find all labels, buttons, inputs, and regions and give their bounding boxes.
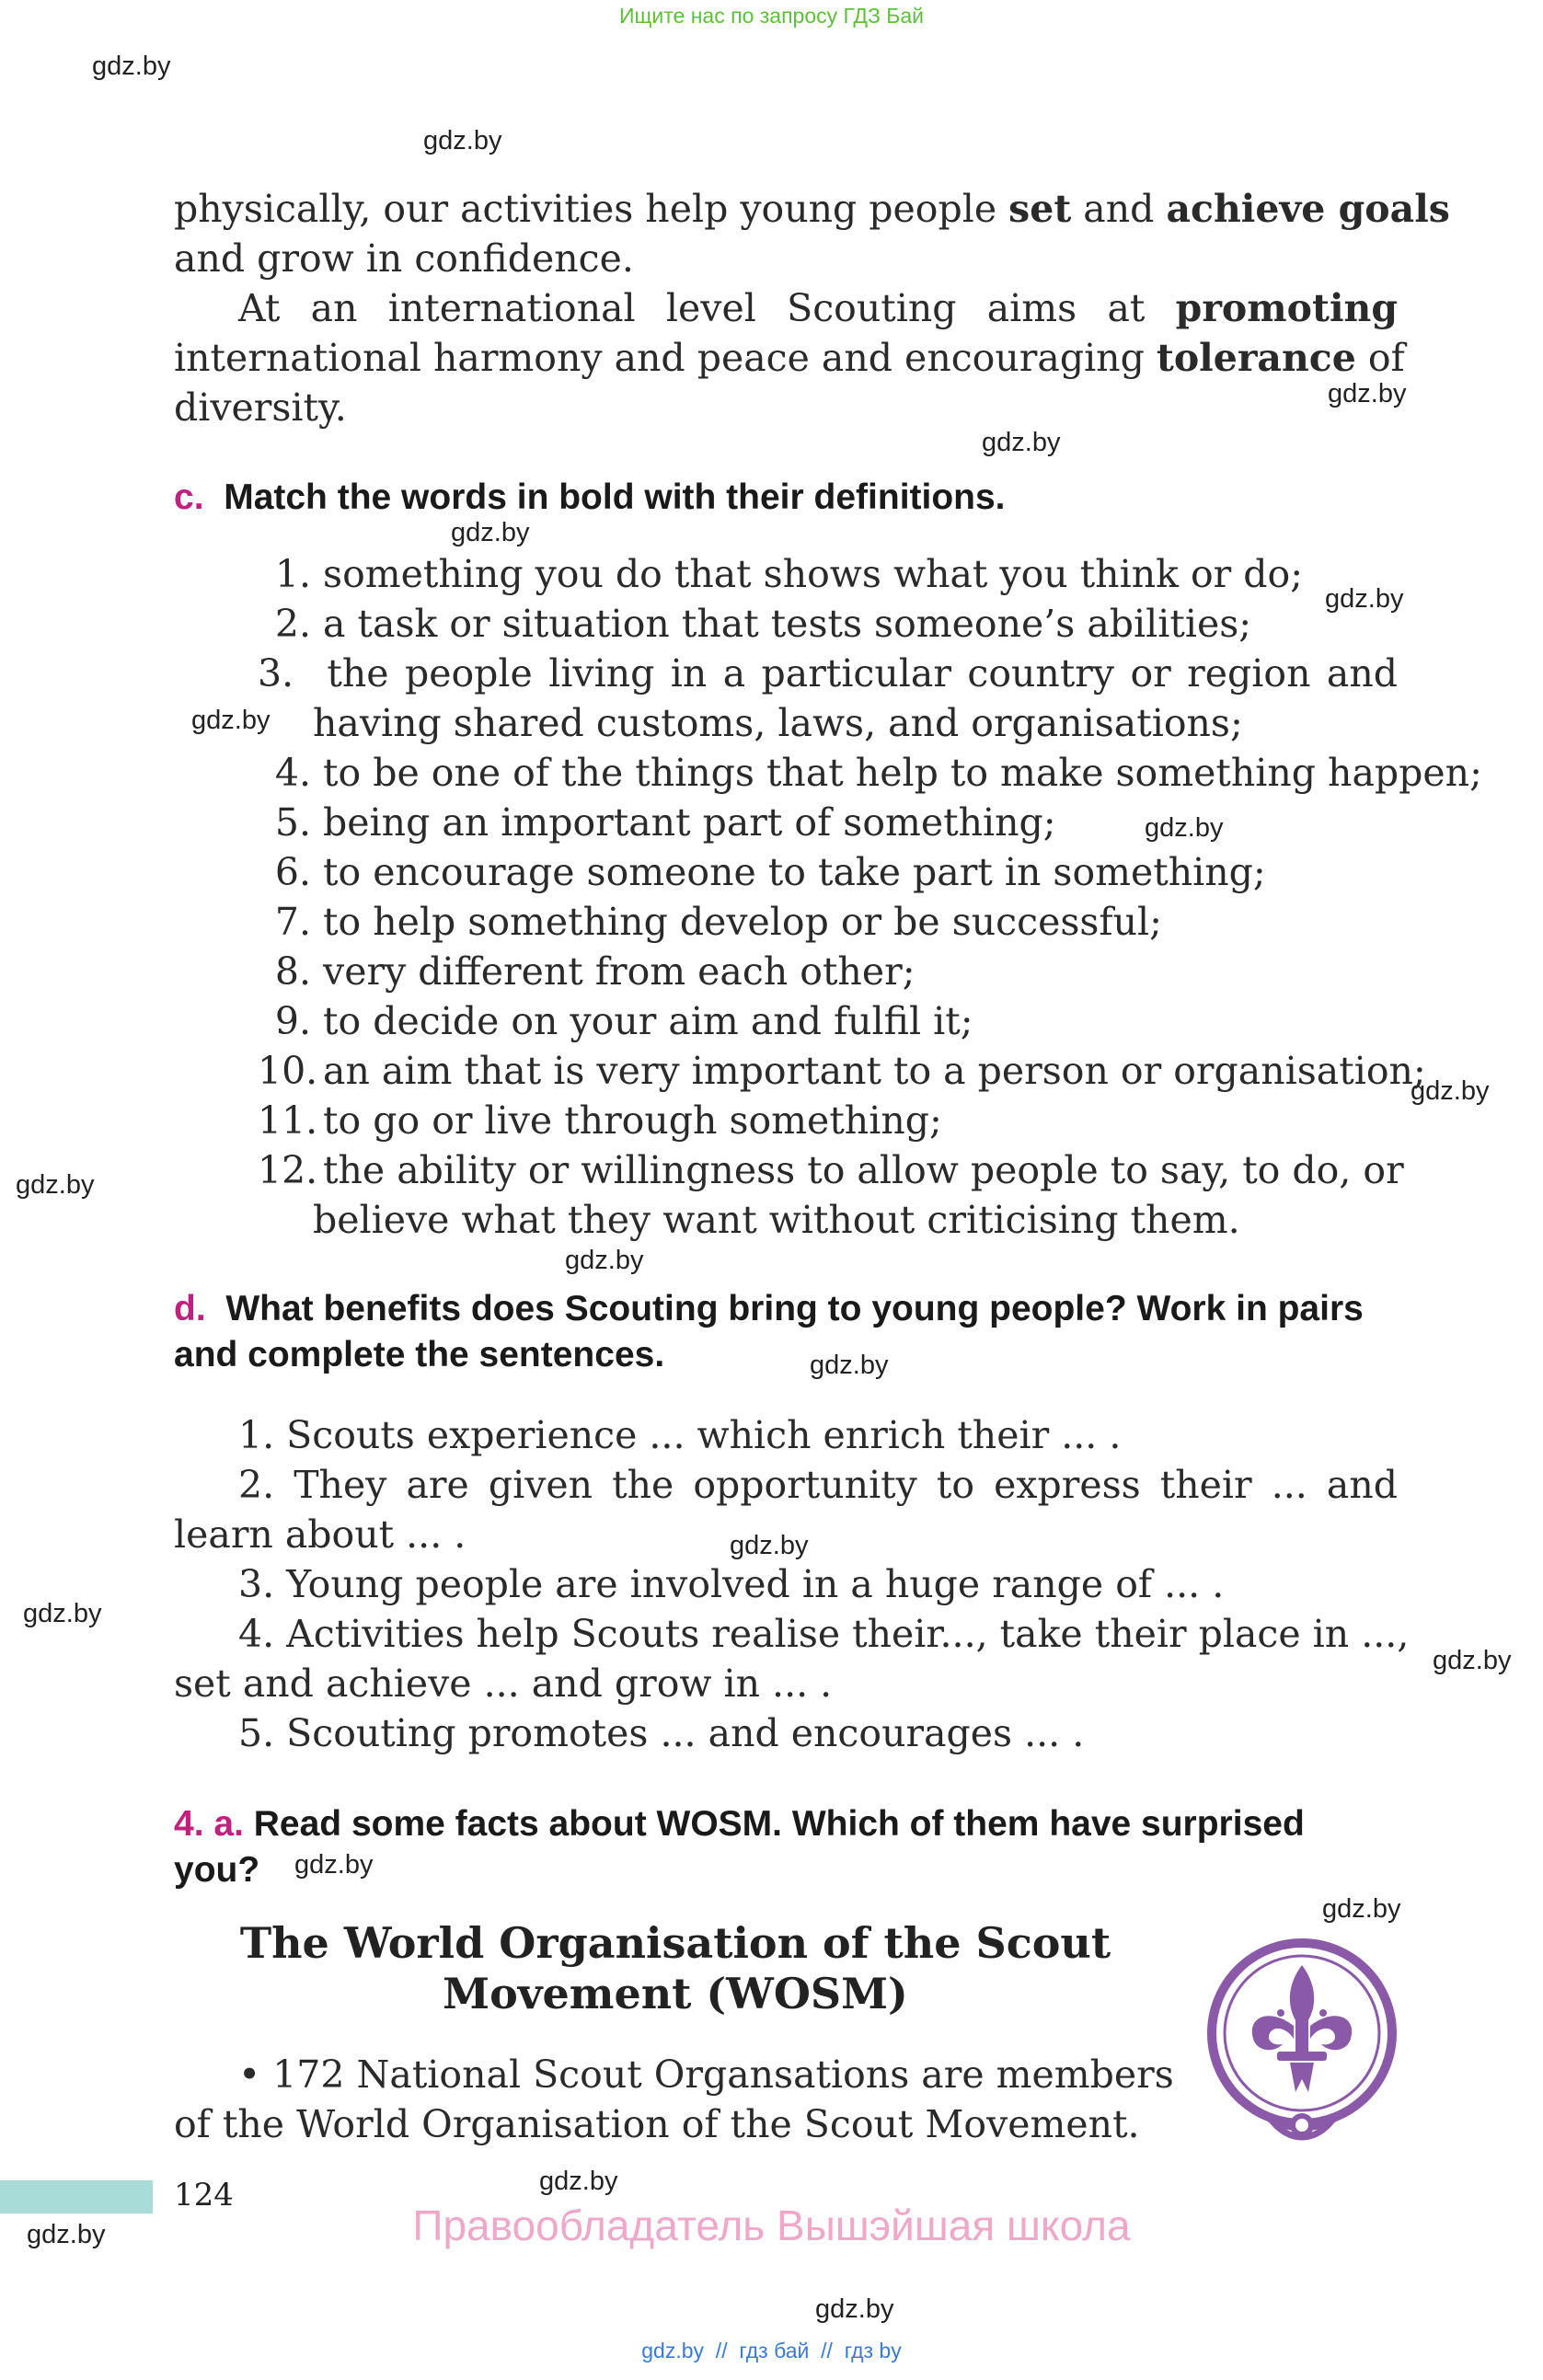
watermark: gdz.by [539,2167,618,2196]
intro-line-4: international harmony and peace and encouraging tolerance of [174,336,1405,380]
task-4a-heading-line-2: you? [174,1850,260,1890]
watermark: gdz.by [92,52,171,81]
task-d-letter: d. [174,1289,206,1328]
watermark: gdz.by [294,1850,374,1880]
copyright-notice: Правообладатель Вышэйшая школа [412,2202,1131,2249]
watermark: gdz.by [423,126,502,155]
watermark: gdz.by [1325,584,1404,614]
definition-item-12: 12. the ability or willingness to allow people to say, to do, or [258,1148,1404,1192]
definition-item-11: 11. to go or live through something; [258,1098,942,1143]
intro-line-2: and grow in confidence. [174,236,634,281]
watermark: gdz.by [815,2294,894,2324]
definition-item-10: 10. an aim that is very important to a person or organisation; [258,1049,1426,1093]
page-number: 124 [174,2177,234,2213]
definition-item-9: 9. to decide on your aim and fulfil it; [274,999,973,1043]
task-4a-letter: a. [213,1804,244,1844]
watermark: gdz.by [16,1170,95,1200]
task-d-heading-line-1: d. What benefits does Scouting bring to young people? Work in pairs [174,1289,1364,1328]
watermark: gdz.by [451,518,530,547]
definition-item-12-cont: believe what they want without criticising them. [313,1198,1240,1242]
wosm-title-line-2: Movement (WOSM) [443,1969,908,2018]
watermark: gdz.by [810,1351,889,1380]
task-4a-heading-line-1: 4. a. Read some facts about WOSM. Which of them have surprised [174,1804,1305,1844]
definition-item-3: 3. the people living in a particular country or region and [258,651,1398,696]
watermark: gdz.by [23,1599,102,1628]
definition-item-1: 1. something you do that shows what you think or do; [274,552,1304,596]
sentence-item-1: 1. Scouts experience ... which enrich their ... . [238,1413,1122,1457]
intro-line-3: At an international level Scouting aims at promoting [238,286,1398,330]
wosm-fact-line-1: • 172 National Scout Organsations are members [238,2052,1174,2097]
definition-item-2: 2. a task or situation that tests someone’s abilities; [274,602,1252,646]
watermark: gdz.by [982,428,1061,457]
wosm-title-line-1: The World Organisation of the Scout [239,1918,1111,1968]
definition-item-3-cont: having shared customs, laws, and organisations; [313,701,1243,745]
watermark: gdz.by [191,706,271,735]
watermark: gdz.by [565,1246,644,1275]
task-d-heading-line-2: and complete the sentences. [174,1335,665,1374]
watermark: gdz.by [1322,1894,1401,1924]
definition-item-8: 8. very different from each other; [274,949,915,994]
sentence-item-4-cont: set and achieve ... and grow in ... . [174,1661,833,1706]
sentence-item-2: 2. They are given the opportunity to express their ... and [238,1463,1398,1507]
watermark: gdz.by [1411,1076,1490,1106]
watermark: gdz.by [1145,813,1224,843]
task-c-heading-text: Match the words in bold with their definitions. [224,477,1006,517]
task-c-heading [174,475,1006,521]
top-banner[interactable]: Ищите нас по запросу ГДЗ Бай [618,4,925,28]
definition-item-6: 6. to encourage someone to take part in something; [274,850,1266,894]
footer-links[interactable]: gdz.by // гдз бай // гдз by [641,2339,902,2363]
fleur-de-lis-icon [1205,1930,1399,2151]
sentence-item-3: 3. Young people are involved in a huge range of ... . [238,1562,1225,1606]
wosm-logo [1205,1930,1399,2151]
wosm-fact-line-2: of the World Organisation of the Scout Movement. [174,2102,1140,2146]
sentence-item-4: 4. Activities help Scouts realise their..., take their place in ..., [238,1612,1410,1656]
task-4-number: 4. [174,1804,204,1844]
watermark: gdz.by [1433,1646,1512,1675]
watermark: gdz.by [27,2220,106,2249]
definition-item-5: 5. being an important part of something; [274,800,1056,845]
sentence-item-5: 5. Scouting promotes ... and encourages ... . [238,1711,1085,1755]
definition-item-4: 4. to be one of the things that help to make something happen; [274,751,1482,795]
intro-line-5: diversity. [174,385,347,430]
watermark: gdz.by [1328,379,1407,408]
definition-item-7: 7. to help something develop or be successful; [274,900,1162,944]
task-c-letter: c. [174,477,204,517]
intro-line-1: physically, our activities help young people set and achieve goals [174,187,1450,231]
sentence-item-2-cont: learn about ... . [174,1512,466,1557]
watermark: gdz.by [730,1531,809,1560]
